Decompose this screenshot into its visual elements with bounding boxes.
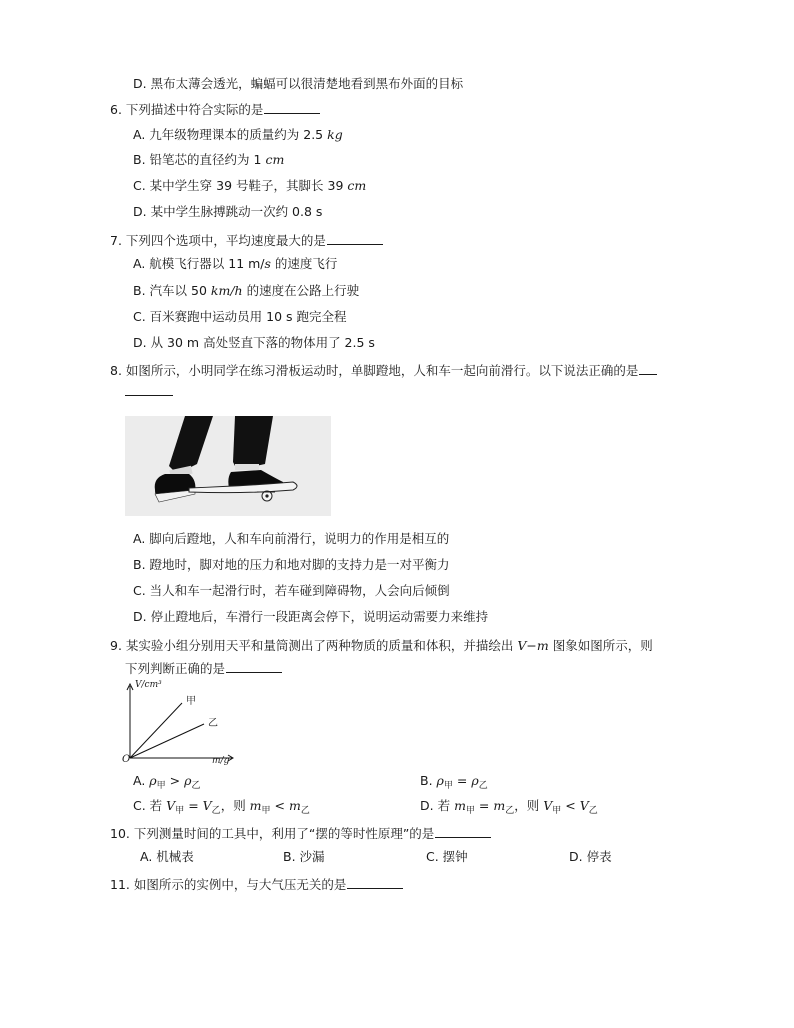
q10-option-b: B. 沙漏 bbox=[283, 849, 325, 864]
graph-line-yi-label: 乙 bbox=[208, 718, 218, 729]
graph-y-axis-label: V/cm³ bbox=[135, 680, 162, 690]
skateboard-photo bbox=[125, 416, 331, 516]
q8-option-d: D. 停止蹬地后，车滑行一段距离会停下，说明运动需要力来维持 bbox=[133, 609, 489, 624]
q10-option-d: D. 停表 bbox=[569, 849, 612, 864]
q10-option-a: A. 机械表 bbox=[140, 849, 194, 864]
q7-option-b: B. 汽车以 50 km/h 的速度在公路上行驶 bbox=[133, 283, 360, 298]
q9-option-a: A. $\rho_甲 > \rho_乙$ bbox=[133, 773, 201, 791]
q9-option-c: C. 若 $V_甲 = V_乙$，则 $m_甲 < m_乙$ bbox=[133, 798, 310, 816]
q6-option-d: D. 某中学生脉搏跳动一次约 0.8 s bbox=[133, 204, 323, 219]
q10-option-c: C. 摆钟 bbox=[426, 849, 468, 864]
graph-origin-label: O bbox=[122, 754, 131, 765]
q9-option-d: D. 若 $m_甲 = m_乙$，则 $V_甲 < V_乙$ bbox=[420, 798, 598, 816]
q8-option-b: B. 蹬地时，脚对地的压力和地对脚的支持力是一对平衡力 bbox=[133, 557, 450, 572]
vm-graph bbox=[120, 680, 236, 770]
q7-stem: 7. 下列四个选项中，平均速度最大的是 bbox=[110, 232, 383, 250]
q11-stem: 11. 如图所示的实例中，与大气压无关的是 bbox=[110, 876, 403, 894]
q10-stem: 10. 下列测量时间的工具中，利用了“摆的等时性原理”的是 bbox=[110, 825, 491, 843]
q8-stem-blank bbox=[125, 383, 173, 401]
q7-option-a: A. 航模飞行器以 11 m/s 的速度飞行 bbox=[133, 256, 338, 271]
graph-x-axis-label: m/g bbox=[212, 756, 230, 766]
q8-option-a: A. 脚向后蹬地，人和车向前滑行，说明力的作用是相互的 bbox=[133, 531, 450, 546]
q6-option-c: C. 某中学生穿 39 号鞋子，其脚长 39 cm bbox=[133, 178, 367, 193]
graph-line-jia-label: 甲 bbox=[186, 696, 196, 707]
q9-stem-line1: 9. 某实验小组分别用天平和量筒测出了两种物质的质量和体积，并描绘出 V−m 图象如图所示，则 bbox=[110, 638, 653, 653]
q6-option-a: A. 九年级物理课本的质量约为 2.5 kg bbox=[133, 127, 343, 142]
q6-stem: 6. 下列描述中符合实际的是 bbox=[110, 101, 320, 119]
q7-option-c: C. 百米赛跑中运动员用 10 s 跑完全程 bbox=[133, 309, 347, 324]
q8-option-c: C. 当人和车一起滑行时，若车碰到障碍物，人会向后倾倒 bbox=[133, 583, 450, 598]
q5-option-d: D. 黑布太薄会透光，蝙蝠可以很清楚地看到黑布外面的目标 bbox=[133, 76, 464, 91]
q9-stem-line2: 下列判断正确的是 bbox=[125, 660, 282, 678]
q7-option-d: D. 从 30 m 高处竖直下落的物体用了 2.5 s bbox=[133, 335, 375, 350]
q6-option-b: B. 铅笔芯的直径约为 1 cm bbox=[133, 152, 285, 167]
q9-option-b: B. $\rho_甲 = \rho_乙$ bbox=[420, 773, 488, 791]
q8-stem: 8. 如图所示，小明同学在练习滑板运动时，单脚蹬地，人和车一起向前滑行。以下说法正确的是 bbox=[110, 362, 657, 380]
